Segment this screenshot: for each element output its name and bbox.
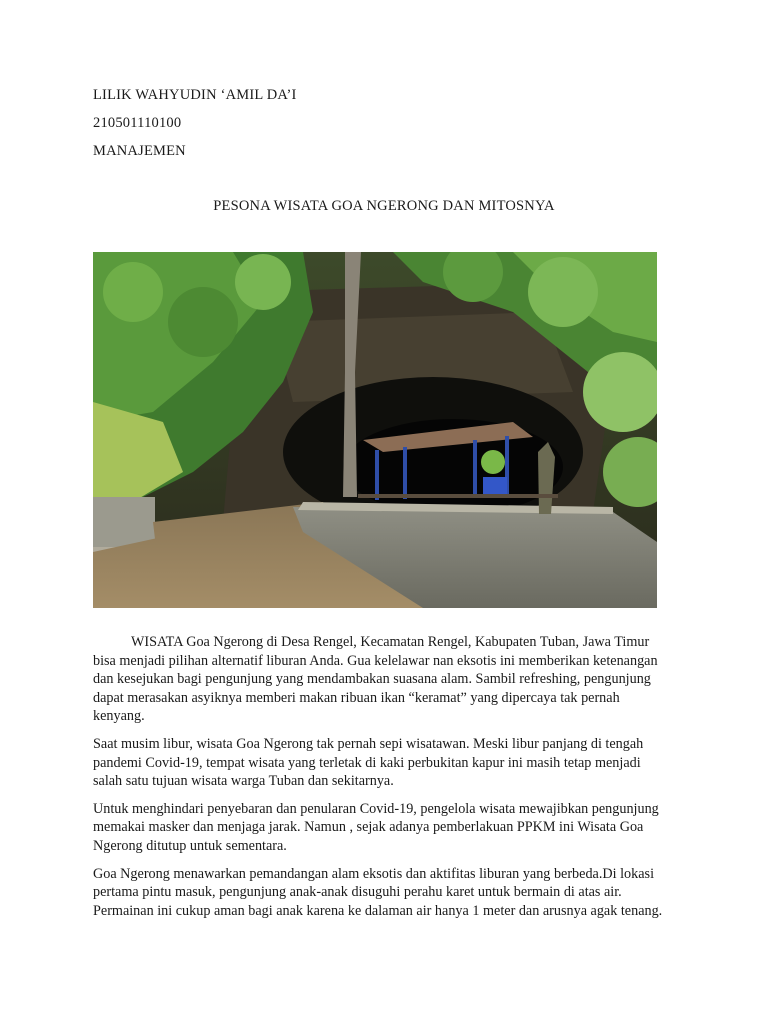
department: MANAJEMEN	[93, 143, 186, 159]
paragraph: Saat musim libur, wisata Goa Ngerong tak pernah sepi wisatawan. Meski libur panjang di tengah pandemi Covid-19, tempat wisata yang terletak di kaki perbukitan kapur ini masih tetap menjadi salah satu tujuan wisata warga Tuban dan sekitarnya.	[93, 735, 644, 790]
paragraph: Goa Ngerong menawarkan pemandangan alam eksotis dan aktifitas liburan yang berbeda.Di lokasi pertama pintu masuk, pengunjung anak-anak disuguhi perahu karet untuk bermain di atas air. Permainan ini cukup aman bagi anak karena ke dalaman air hanya 1 meter dan arusnya agak tenang.	[93, 865, 663, 919]
article-body	[93, 633, 673, 929]
author-name: LILIK WAHYUDIN ‘AMIL DA’I	[93, 87, 297, 103]
cave-photo	[93, 252, 657, 608]
student-id: 210501110100	[93, 115, 182, 131]
document-title: PESONA WISATA GOA NGERONG DAN MITOSNYA	[213, 198, 555, 214]
paragraph: WISATA Goa Ngerong di Desa Rengel, Kecamatan Rengel, Kabupaten Tuban, Jawa Timur bisa menjadi pilihan alternatif liburan Anda. Gua kelelawar nan eksotis ini memberikan ketenangan dan kesejukan bagi pengunjung yang mendambakan suasana alam. Sambil refreshing, pengunjung dapat merasakan asyiknya memberi makan ribuan ikan “keramat” yang dipercaya tak pernah kenyang.	[93, 634, 658, 725]
paragraph: Untuk menghindari penyebaran dan penularan Covid-19, pengelola wisata mewajibkan pengunjung memakai masker dan menjaga jarak. Namun , sejak adanya pemberlakuan PPKM ini Wisata Goa Ngerong ditutup untuk sementara.	[93, 800, 659, 854]
